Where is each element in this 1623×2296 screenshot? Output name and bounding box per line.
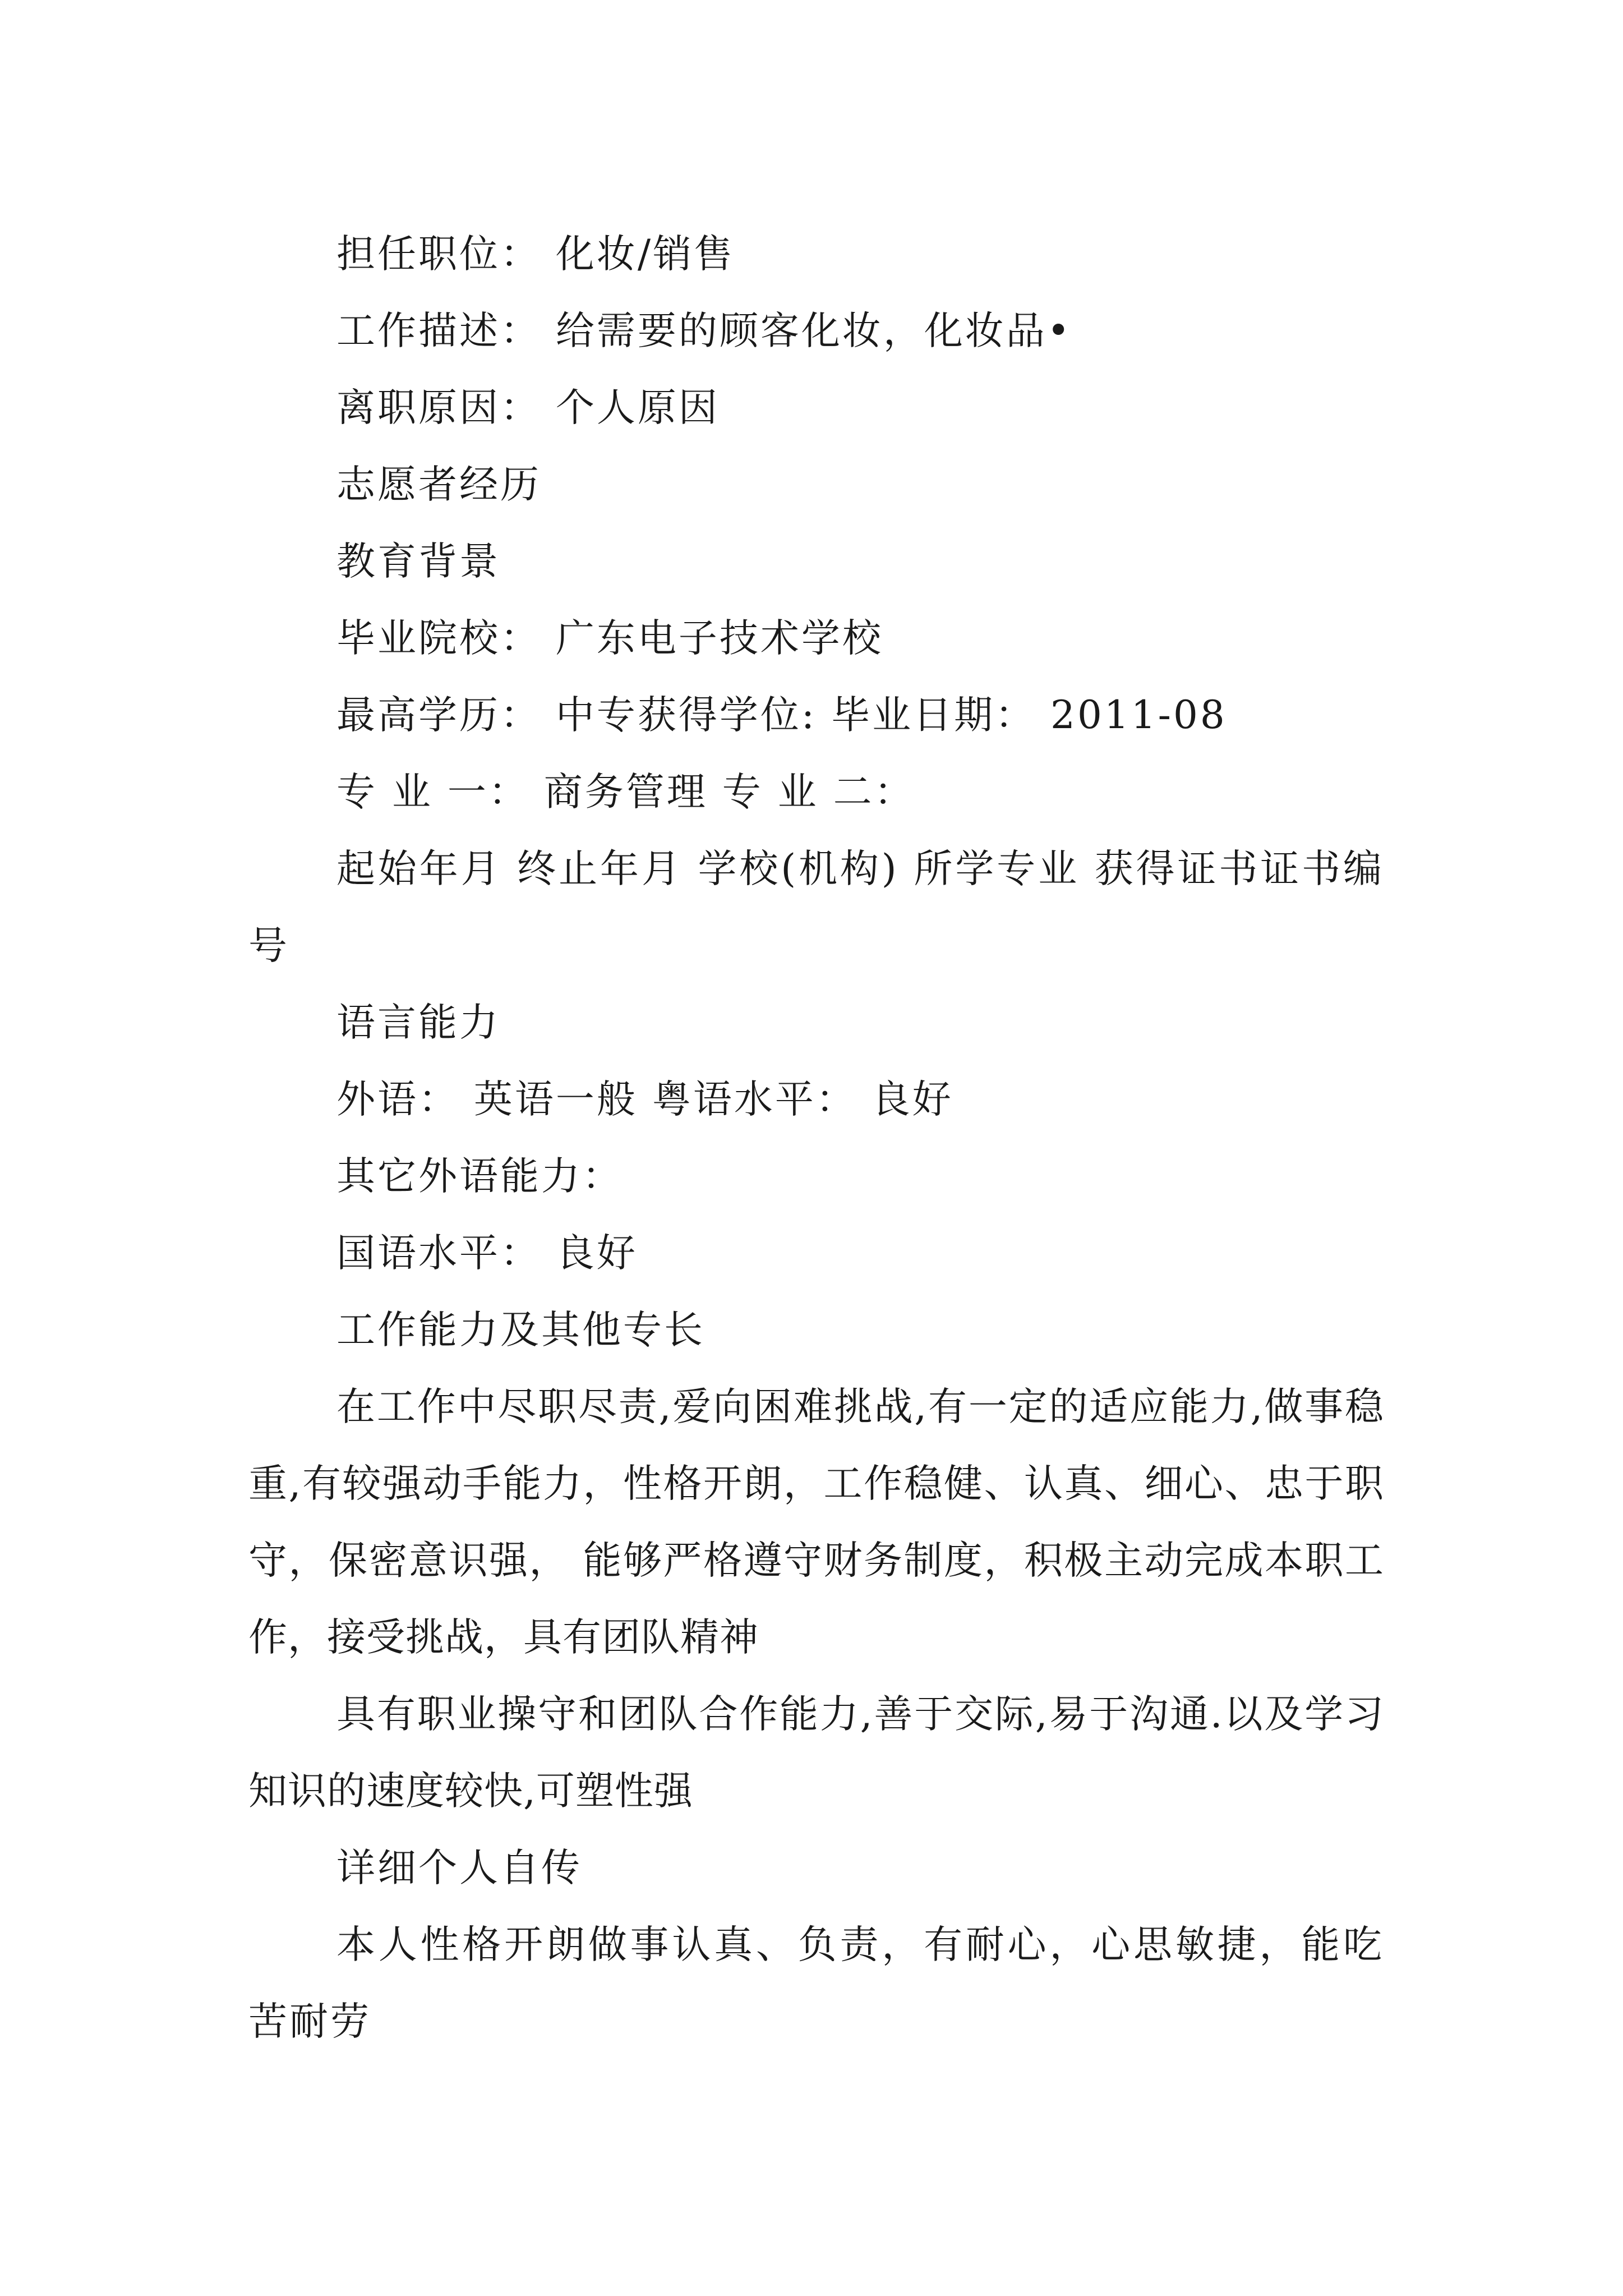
skills-heading: 工作能力及其他专长 bbox=[336, 1308, 705, 1352]
degree-line: 最高学历： 中专获得学位: 毕业日期： 2011-08 bbox=[336, 693, 1227, 738]
majors-line: 专 业 一： 商务管理 专 业 二： bbox=[336, 770, 915, 815]
position-line: 担任职位： 化妆/销售 bbox=[336, 232, 735, 277]
school-line: 毕业院校： 广东电子技术学校 bbox=[336, 616, 883, 661]
skills-paragraph-1: 在工作中尽职尽责,爱向困难挑战,有一定的适应能力,做事稳重,有较强动手能力，性格开朗，工作稳健、认真、细心、忠于职守，保密意识强， 能够严格遵守财务制度，积极主动完成本职工作，接受挑战，具有团队精神 bbox=[248, 1384, 1384, 1660]
certificate-table-header: 起始年月 终止年月 学校(机构) 所学专业 获得证书证书编号 bbox=[248, 846, 1384, 968]
leave-reason-line: 离职原因： 个人原因 bbox=[336, 385, 720, 430]
job-description-line: 工作描述： 给需要的顾客化妆，化妆品• bbox=[336, 309, 1072, 353]
mandarin-line: 国语水平： 良好 bbox=[336, 1231, 638, 1276]
education-heading: 教育背景 bbox=[336, 539, 500, 584]
foreign-language-line: 外语： 英语一般 粤语水平： 良好 bbox=[336, 1077, 953, 1122]
other-languages-line: 其它外语能力： bbox=[336, 1154, 623, 1199]
document-body bbox=[248, 216, 1384, 2060]
self-intro-paragraph: 本人性格开朗做事认真、负责，有耐心，心思敏捷，能吃苦耐劳 bbox=[248, 1922, 1384, 2044]
skills-paragraph-2: 具有职业操守和团队合作能力,善于交际,易于沟通.以及学习知识的速度较快,可塑性强 bbox=[248, 1692, 1384, 1814]
language-heading: 语言能力 bbox=[336, 1000, 500, 1045]
self-intro-heading: 详细个人自传 bbox=[336, 1846, 582, 1890]
volunteer-heading: 志愿者经历 bbox=[336, 462, 541, 507]
